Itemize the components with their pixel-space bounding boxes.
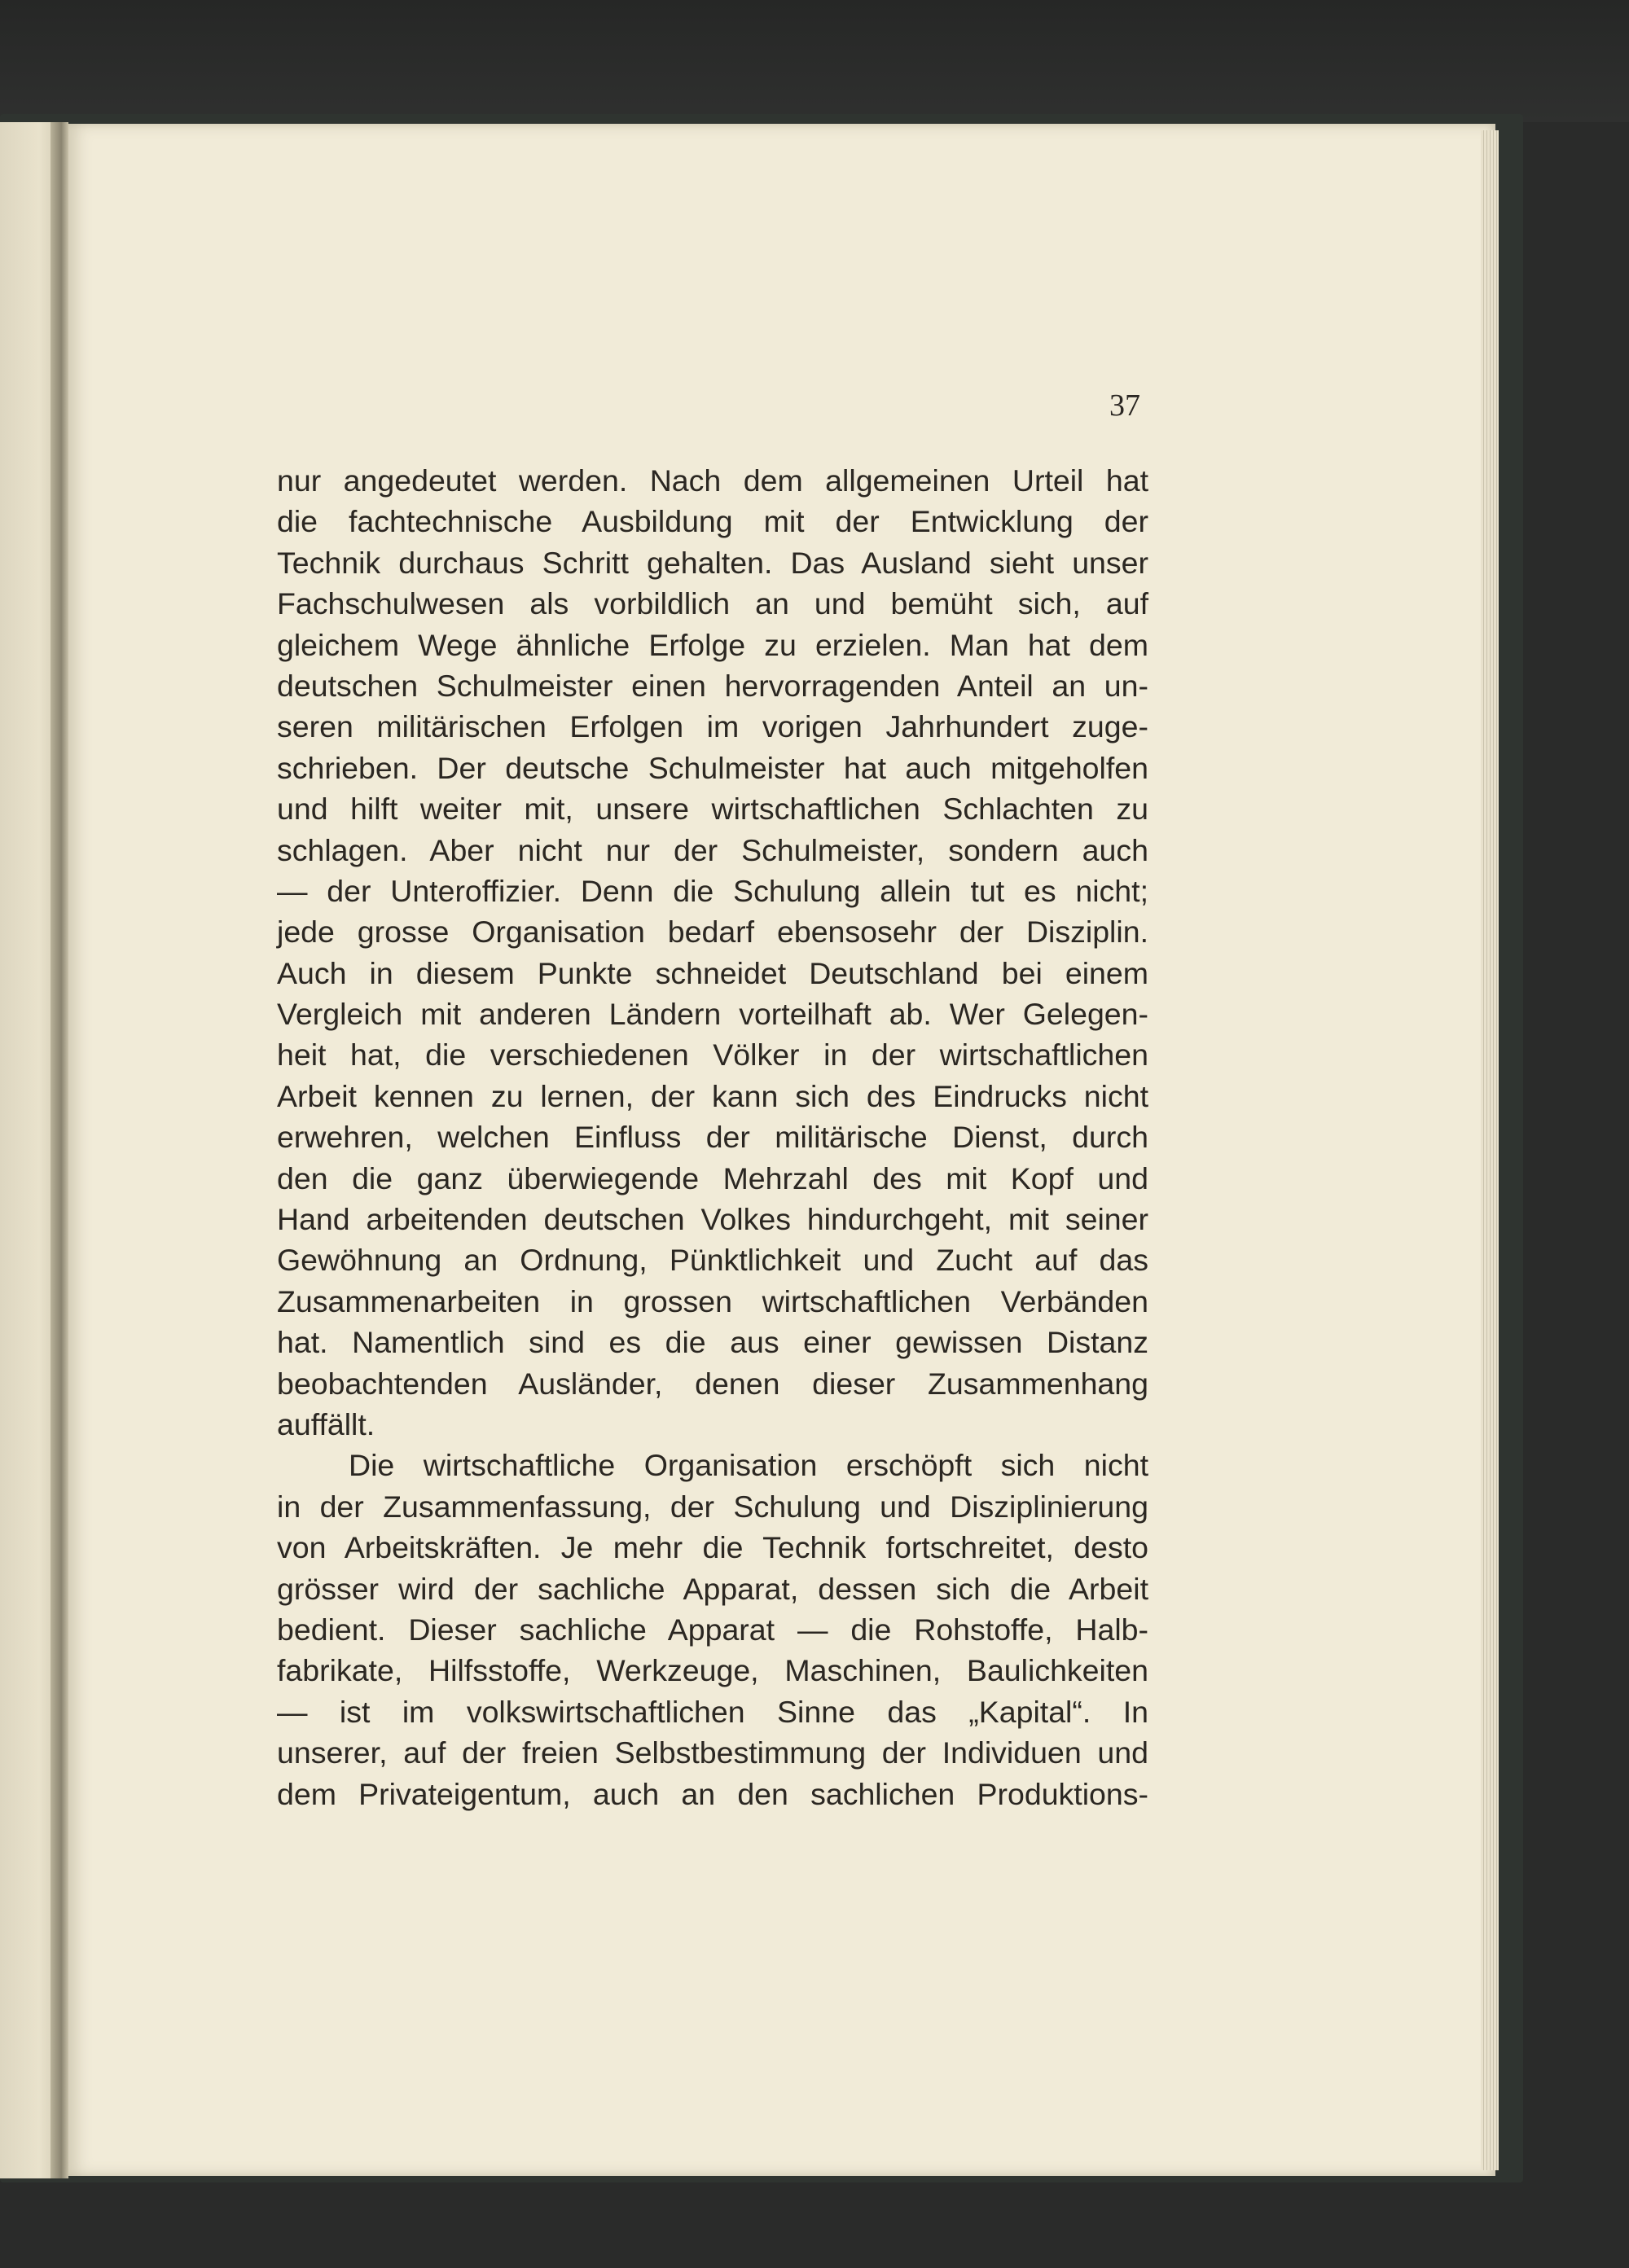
text-line: Die wirtschaftliche Organisation erschöpft sich nicht [349,1448,1148,1483]
text-line: schrieben. Der deutsche Schulmeister hat auch mitgeholfen [277,750,1148,785]
text-line: von Arbeitskräften. Je mehr die Technik fortschreitet, desto [277,1530,1148,1565]
text-line: auffällt. [277,1406,375,1441]
text-line: — ist im volkswirtschaftlichen Sinne das „Kapital“. In [277,1694,1148,1729]
text-line: deutschen Schulmeister einen hervorragenden Anteil an un- [277,668,1148,703]
text-line: die fachtechnische Ausbildung mit der Entwicklung der [277,504,1148,539]
text-line: grösser wird der sachliche Apparat, dessen sich die Arbeit [277,1571,1148,1606]
text-line: dem Privateigentum, auch an den sachlichen Produktions- [277,1776,1148,1811]
text-line: fabrikate, Hilfsstoffe, Werkzeuge, Maschinen, Baulichkeiten [277,1653,1148,1688]
text-line: Arbeit kennen zu lernen, der kann sich des Eindrucks nicht [277,1078,1148,1113]
text-line: beobachtenden Ausländer, denen dieser Zusammenhang [277,1366,1148,1401]
text-line: den die ganz überwiegende Mehrzahl des mit Kopf und [277,1160,1148,1195]
text-line: Auch in diesem Punkte schneidet Deutschland bei einem [277,955,1148,990]
text-line: Fachschulwesen als vorbildlich an und bemüht sich, auf [277,586,1148,621]
text-line: Hand arbeitenden deutschen Volkes hindurchgeht, mit seiner [277,1202,1148,1237]
text-line: in der Zusammenfassung, der Schulung und Disziplinierung [277,1489,1148,1524]
text-line: Zusammenarbeiten in grossen wirtschaftlichen Verbänden [277,1283,1148,1318]
text-line: Vergleich mit anderen Ländern vorteilhaft ab. Wer Gelegen- [277,997,1148,1032]
text-line: und hilft weiter mit, unsere wirtschaftlichen Schlachten zu [277,792,1148,827]
body-text [277,460,1148,1814]
text-line: hat. Namentlich sind es die aus einer gewissen Distanz [277,1325,1148,1360]
page-edges [1481,130,1499,2170]
text-line: Gewöhnung an Ordnung, Pünktlichkeit und Zucht auf das [277,1243,1148,1278]
text-line: Technik durchaus Schritt gehalten. Das Ausland sieht unser [277,545,1148,580]
text-line: seren militärischen Erfolgen im vorigen Jahrhundert zuge- [277,709,1148,744]
text-line: gleichem Wege ähnliche Erfolge zu erzielen. Man hat dem [277,627,1148,662]
text-line: bedient. Dieser sachliche Apparat — die Rohstoffe, Halb- [277,1612,1148,1647]
text-line: schlagen. Aber nicht nur der Schulmeister, sondern auch [277,832,1148,867]
text-line: erwehren, welchen Einfluss der militärische Dienst, durch [277,1120,1148,1155]
book-gutter [50,122,68,2178]
text-line: heit hat, die verschiedenen Völker in der wirtschaftlichen [277,1037,1148,1073]
text-line: nur angedeutet werden. Nach dem allgemeinen Urteil hat [277,463,1148,498]
text-line: jede grosse Organisation bedarf ebensosehr der Disziplin. [277,915,1148,950]
text-line: unserer, auf der freien Selbstbestimmung der Individuen und [277,1735,1148,1770]
page-number: 37 [1109,388,1140,423]
background [0,0,1629,122]
text-line: — der Unteroffizier. Denn die Schulung allein tut es nicht; [277,873,1148,908]
